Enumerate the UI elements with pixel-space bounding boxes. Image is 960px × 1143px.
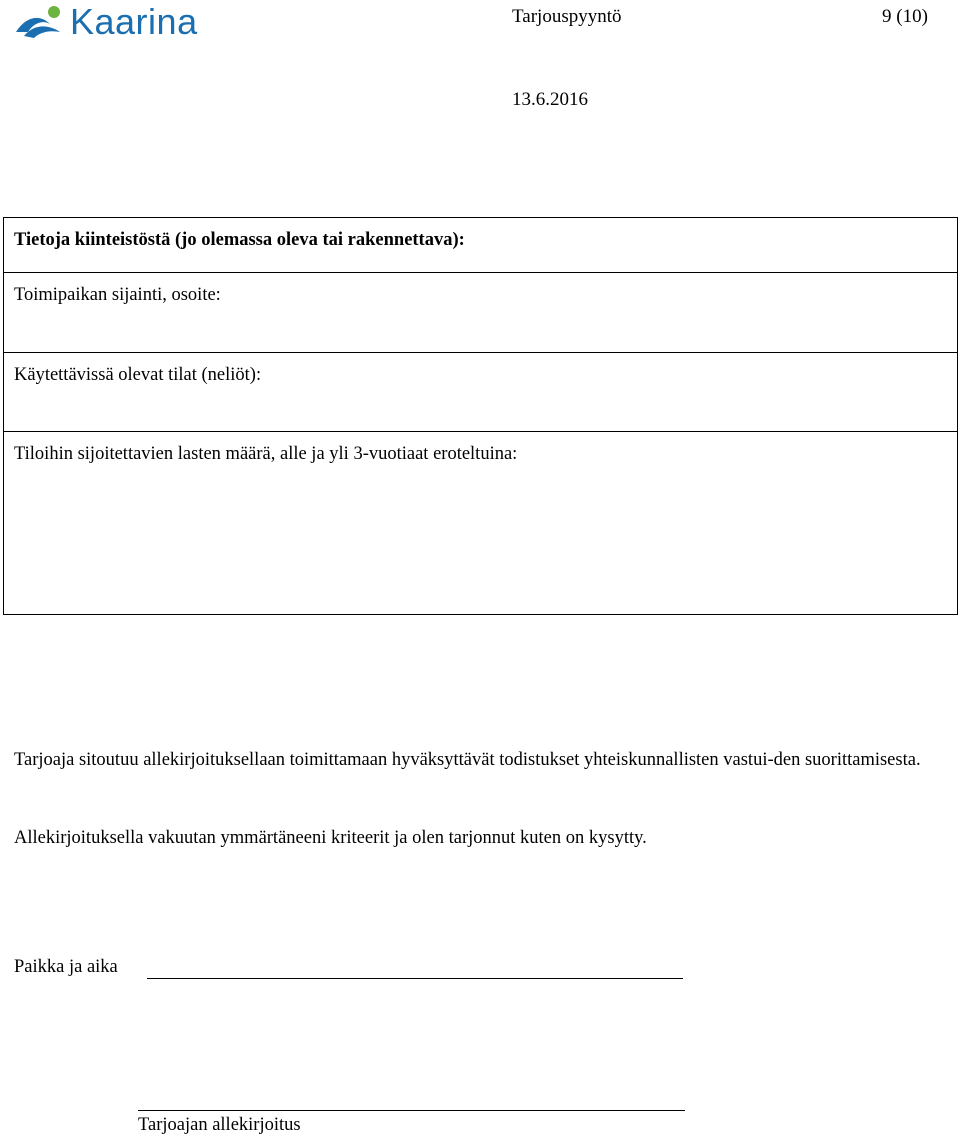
kaarina-logo [14, 2, 198, 42]
field-children-count: Tiloihin sijoitettavien lasten määrä, alle ja yli 3-vuotiaat eroteltuina: [4, 431, 957, 614]
field-available-space: Käytettävissä olevat tilat (neliöt): [4, 352, 957, 431]
document-title: Tarjouspyyntö [512, 6, 622, 27]
property-info-table [3, 217, 958, 615]
logo-wordmark: Kaarina [70, 1, 198, 42]
place-and-date-line [147, 978, 683, 979]
field-location-address: Toimipaikan sijainti, osoite: [4, 272, 957, 352]
signature-label: Tarjoajan allekirjoitus [138, 1115, 301, 1135]
page-number: 9 (10) [882, 6, 928, 27]
table-heading: Tietoja kiinteistöstä (jo olemassa oleva tai rakennettava): [14, 230, 465, 250]
commitment-paragraph: Tarjoaja sitoutuu allekirjoituksellaan toimittamaan hyväksyttävät todistukset yhteiskunnallisten vastui-den suorittamisesta. [14, 750, 921, 770]
signature-line [138, 1110, 685, 1111]
document-date: 13.6.2016 [512, 89, 588, 110]
assurance-paragraph: Allekirjoituksella vakuutan ymmärtäneeni kriteerit ja olen tarjonnut kuten on kysytty. [14, 828, 647, 848]
kaarina-logo-icon [14, 2, 66, 42]
place-and-date-label: Paikka ja aika [14, 957, 118, 977]
